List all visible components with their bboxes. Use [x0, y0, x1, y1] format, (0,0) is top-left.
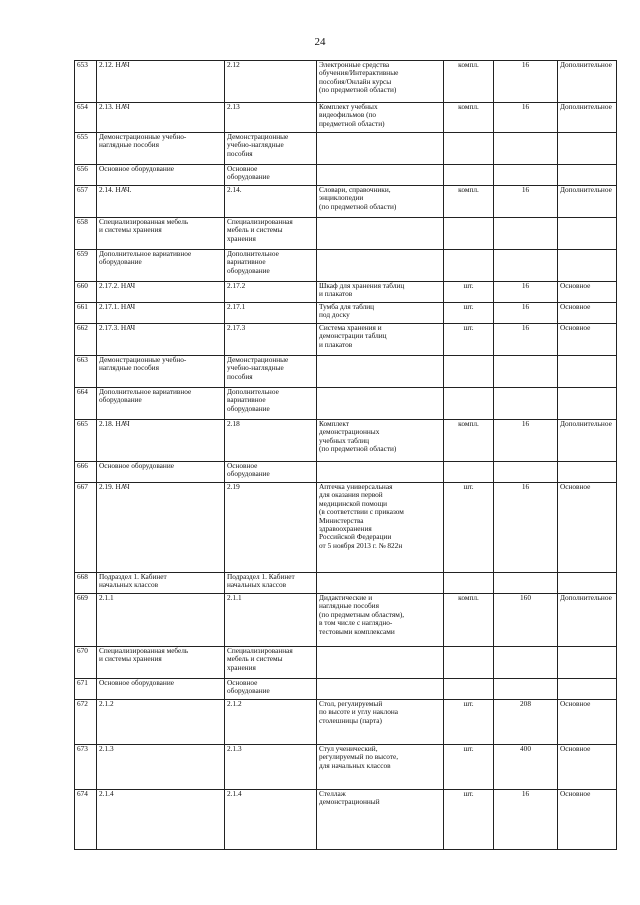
quantity: 160 [494, 594, 558, 647]
unit: компл. [444, 186, 494, 218]
equipment-type: Дополнительное [558, 103, 617, 133]
row-number: 663 [75, 356, 97, 388]
equipment-type [558, 679, 617, 700]
table-row [75, 700, 617, 745]
equipment-type: Дополнительное [558, 420, 617, 462]
unit [444, 647, 494, 679]
item-code-left: 2.1.4 [97, 790, 225, 850]
quantity: 16 [494, 61, 558, 103]
equipment-type: Основное [558, 483, 617, 573]
quantity [494, 165, 558, 186]
row-number: 654 [75, 103, 97, 133]
equipment-type: Основное [558, 745, 617, 790]
table-row [75, 356, 617, 388]
item-code-right: 2.17.3 [225, 324, 317, 356]
quantity [494, 250, 558, 282]
quantity: 16 [494, 186, 558, 218]
table-row [75, 594, 617, 647]
item-description [317, 573, 444, 594]
row-number: 662 [75, 324, 97, 356]
table-row [75, 250, 617, 282]
row-number: 659 [75, 250, 97, 282]
row-number: 656 [75, 165, 97, 186]
item-code-right: Специализированная мебель и системы хранения [225, 647, 317, 679]
item-code-right: 2.18 [225, 420, 317, 462]
item-description: Тумба для таблиц под доску [317, 303, 444, 324]
table-row [75, 420, 617, 462]
item-description [317, 462, 444, 483]
equipment-type [558, 133, 617, 165]
quantity [494, 462, 558, 483]
equipment-type: Основное [558, 303, 617, 324]
row-number: 655 [75, 133, 97, 165]
unit [444, 356, 494, 388]
unit [444, 573, 494, 594]
unit: шт. [444, 700, 494, 745]
equipment-type: Основное [558, 700, 617, 745]
quantity: 16 [494, 790, 558, 850]
item-code-left: 2.1.2 [97, 700, 225, 745]
item-code-left: Дополнительное вариативное оборудование [97, 388, 225, 420]
row-number: 665 [75, 420, 97, 462]
equipment-type [558, 647, 617, 679]
unit: шт. [444, 483, 494, 573]
unit: компл. [444, 420, 494, 462]
item-code-right: 2.17.1 [225, 303, 317, 324]
item-description [317, 679, 444, 700]
quantity: 16 [494, 420, 558, 462]
item-description: Комплект демонстрационных учебных таблиц (по предметной области) [317, 420, 444, 462]
quantity [494, 133, 558, 165]
table-row [75, 282, 617, 303]
item-code-right: Подраздел 1. Кабинет начальных классов [225, 573, 317, 594]
quantity: 16 [494, 303, 558, 324]
item-description [317, 165, 444, 186]
row-number: 667 [75, 483, 97, 573]
row-number: 664 [75, 388, 97, 420]
item-code-left: Специализированная мебель и системы хранения [97, 647, 225, 679]
item-code-right: 2.13 [225, 103, 317, 133]
unit: шт. [444, 745, 494, 790]
unit [444, 218, 494, 250]
item-code-right: 2.12 [225, 61, 317, 103]
item-code-right: Демонстрационные учебно-наглядные пособия [225, 133, 317, 165]
item-code-left: Демонстрационные учебно- наглядные пособия [97, 133, 225, 165]
item-description: Дидактические и наглядные пособия (по предметным областям), в том числе с наглядно- тестовыми комплексами [317, 594, 444, 647]
table-row [75, 388, 617, 420]
item-description: Комплект учебных видеофильмов (по предметной области) [317, 103, 444, 133]
item-description: Система хранения и демонстрации таблиц и плакатов [317, 324, 444, 356]
unit: шт. [444, 790, 494, 850]
item-description: Стол, регулируемый по высоте и углу наклона столешницы (парта) [317, 700, 444, 745]
table-row [75, 324, 617, 356]
equipment-type: Основное [558, 790, 617, 850]
equipment-type [558, 218, 617, 250]
unit: шт. [444, 282, 494, 303]
unit: компл. [444, 61, 494, 103]
table-row [75, 462, 617, 483]
quantity [494, 573, 558, 594]
quantity: 16 [494, 483, 558, 573]
quantity [494, 679, 558, 700]
row-number: 672 [75, 700, 97, 745]
equipment-type [558, 462, 617, 483]
item-code-left: 2.12. НАЧ [97, 61, 225, 103]
equipment-type: Дополнительное [558, 61, 617, 103]
item-description [317, 250, 444, 282]
equipment-type [558, 165, 617, 186]
item-code-right: 2.19 [225, 483, 317, 573]
item-code-right: 2.17.2 [225, 282, 317, 303]
item-code-left: Демонстрационные учебно- наглядные пособия [97, 356, 225, 388]
quantity [494, 388, 558, 420]
unit: шт. [444, 303, 494, 324]
item-code-left: 2.17.2. НАЧ [97, 282, 225, 303]
item-code-left: 2.1.1 [97, 594, 225, 647]
item-code-left: 2.14. НАЧ. [97, 186, 225, 218]
item-code-right: Дополнительное вариативное оборудование [225, 388, 317, 420]
item-code-right: 2.1.2 [225, 700, 317, 745]
item-description [317, 647, 444, 679]
table-row [75, 303, 617, 324]
table-row [75, 483, 617, 573]
equipment-type: Основное [558, 282, 617, 303]
row-number: 660 [75, 282, 97, 303]
item-code-left: Основное оборудование [97, 679, 225, 700]
equipment-type: Дополнительное [558, 594, 617, 647]
row-number: 661 [75, 303, 97, 324]
quantity [494, 647, 558, 679]
quantity: 208 [494, 700, 558, 745]
equipment-type: Дополнительное [558, 186, 617, 218]
item-code-right: 2.1.3 [225, 745, 317, 790]
unit: компл. [444, 594, 494, 647]
unit [444, 133, 494, 165]
row-number: 674 [75, 790, 97, 850]
item-code-left: 2.13. НАЧ [97, 103, 225, 133]
item-description [317, 388, 444, 420]
unit: компл. [444, 103, 494, 133]
item-code-left: 2.17.3. НАЧ [97, 324, 225, 356]
item-code-right: Демонстрационные учебно-наглядные пособия [225, 356, 317, 388]
row-number: 671 [75, 679, 97, 700]
equipment-table [74, 60, 617, 850]
row-number: 658 [75, 218, 97, 250]
unit [444, 679, 494, 700]
quantity: 16 [494, 282, 558, 303]
item-code-left: Специализированная мебель и системы хранения [97, 218, 225, 250]
quantity [494, 218, 558, 250]
equipment-type [558, 356, 617, 388]
item-code-right: Основное оборудование [225, 462, 317, 483]
item-code-right: Основное оборудование [225, 679, 317, 700]
item-code-right: 2.1.1 [225, 594, 317, 647]
equipment-type [558, 388, 617, 420]
item-code-left: Основное оборудование [97, 462, 225, 483]
table-row [75, 61, 617, 103]
table-row [75, 165, 617, 186]
item-code-left: Основное оборудование [97, 165, 225, 186]
item-code-right: 2.14. [225, 186, 317, 218]
row-number: 657 [75, 186, 97, 218]
equipment-type [558, 573, 617, 594]
row-number: 669 [75, 594, 97, 647]
item-code-right: Основное оборудование [225, 165, 317, 186]
item-code-left: 2.1.3 [97, 745, 225, 790]
row-number: 668 [75, 573, 97, 594]
equipment-table-body [75, 61, 617, 850]
item-description: Шкаф для хранения таблиц и плакатов [317, 282, 444, 303]
quantity: 16 [494, 324, 558, 356]
item-code-left: Дополнительное вариативное оборудование [97, 250, 225, 282]
unit [444, 388, 494, 420]
item-description: Словари, справочники, энциклопедии (по предметной области) [317, 186, 444, 218]
equipment-type: Основное [558, 324, 617, 356]
item-code-right: 2.1.4 [225, 790, 317, 850]
item-description: Стеллаж демонстрационный [317, 790, 444, 850]
item-description [317, 133, 444, 165]
item-code-right: Специализированная мебель и системы хранения [225, 218, 317, 250]
page-number: 24 [314, 36, 326, 48]
table-row [75, 745, 617, 790]
item-code-left: 2.17.1. НАЧ [97, 303, 225, 324]
item-description [317, 356, 444, 388]
row-number: 673 [75, 745, 97, 790]
unit: шт. [444, 324, 494, 356]
quantity [494, 356, 558, 388]
item-code-left: 2.19. НАЧ [97, 483, 225, 573]
item-code-left: 2.18. НАЧ [97, 420, 225, 462]
table-row [75, 186, 617, 218]
item-code-left: Подраздел 1. Кабинет начальных классов [97, 573, 225, 594]
table-row [75, 790, 617, 850]
table-row [75, 133, 617, 165]
quantity: 16 [494, 103, 558, 133]
item-description: Стул ученический, регулируемый по высоте, для начальных классов [317, 745, 444, 790]
table-row [75, 679, 617, 700]
table-row [75, 103, 617, 133]
item-description: Аптечка универсальная для оказания первой медицинской помощи (в соответствии с приказом Министерства здравоохранения Российской Федерации от 5 ноября 2013 г. № 822н [317, 483, 444, 573]
unit [444, 165, 494, 186]
item-code-right: Дополнительное вариативное оборудование [225, 250, 317, 282]
item-description: Электронные средства обучения/Интерактивные пособия/Онлайн курсы (по предметной области) [317, 61, 444, 103]
equipment-type [558, 250, 617, 282]
quantity: 400 [494, 745, 558, 790]
table-row [75, 573, 617, 594]
table-row [75, 218, 617, 250]
table-row [75, 647, 617, 679]
unit [444, 462, 494, 483]
unit [444, 250, 494, 282]
item-description [317, 218, 444, 250]
row-number: 653 [75, 61, 97, 103]
row-number: 670 [75, 647, 97, 679]
row-number: 666 [75, 462, 97, 483]
